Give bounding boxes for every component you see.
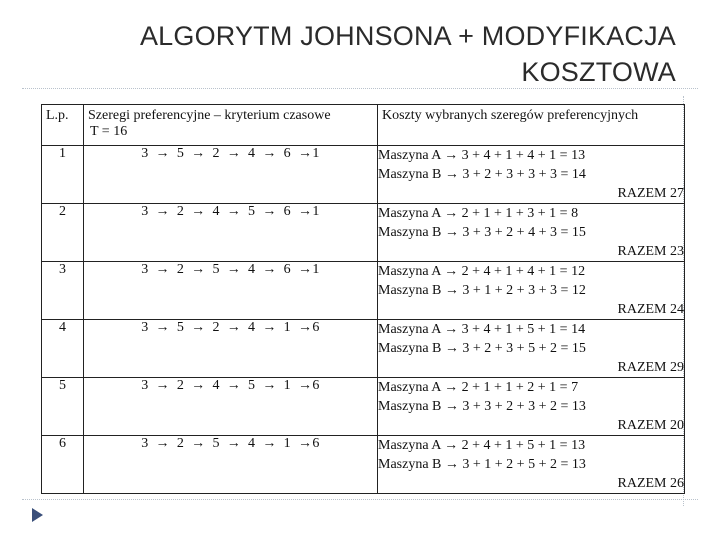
- total-cost: RAZEM 29: [617, 360, 684, 375]
- table-row: [42, 320, 685, 378]
- row-costs: [378, 378, 685, 436]
- table-row: [42, 262, 685, 320]
- header-sequences: [84, 105, 378, 146]
- row-costs: [378, 436, 685, 494]
- row-lp: 5: [42, 378, 84, 436]
- row-sequence: 3 → 5 → 2 → 4 → 6 →1: [84, 146, 378, 204]
- machine-b-cost: Maszyna B → 3 + 3 + 2 + 3 + 2 = 13: [378, 399, 586, 414]
- row-sequence: 3 → 5 → 2 → 4 → 1 →6: [84, 320, 378, 378]
- slide-title-line-1: ALGORYTM JOHNSONA + MODYFIKACJA: [139, 21, 676, 51]
- machine-a-cost: Maszyna A → 3 + 4 + 1 + 4 + 1 = 13: [378, 148, 586, 163]
- machine-b-cost: Maszyna B → 3 + 2 + 3 + 3 + 3 = 14: [378, 167, 586, 182]
- header-sequences-label: Szeregi preferencyjne – kryterium czasowe: [88, 108, 331, 123]
- machine-a-cost: Maszyna A → 2 + 1 + 1 + 2 + 1 = 7: [378, 380, 579, 395]
- total-cost: RAZEM 24: [617, 302, 684, 317]
- row-costs: [378, 146, 685, 204]
- row-sequence: 3 → 2 → 5 → 4 → 6 →1: [84, 262, 378, 320]
- header-sequences-sub: T = 16: [90, 124, 128, 139]
- table-row: [42, 146, 685, 204]
- row-lp: 6: [42, 436, 84, 494]
- table-row: [42, 204, 685, 262]
- table-header-row: [42, 105, 685, 146]
- header-costs: Koszty wybranych szeregów preferencyjnych: [378, 105, 685, 146]
- machine-a-cost: Maszyna A → 2 + 1 + 1 + 3 + 1 = 8: [378, 206, 579, 221]
- row-costs: [378, 262, 685, 320]
- table-row: [42, 378, 685, 436]
- triangle-right-icon[interactable]: [32, 508, 43, 522]
- row-costs: [378, 320, 685, 378]
- machine-b-cost: Maszyna B → 3 + 2 + 3 + 5 + 2 = 15: [378, 341, 586, 356]
- machine-a-cost: Maszyna A → 2 + 4 + 1 + 4 + 1 = 12: [378, 264, 586, 279]
- row-lp: 4: [42, 320, 84, 378]
- row-sequence: 3 → 2 → 5 → 4 → 1 →6: [84, 436, 378, 494]
- row-costs: [378, 204, 685, 262]
- table-row: [42, 436, 685, 494]
- machine-b-cost: Maszyna B → 3 + 1 + 2 + 5 + 2 = 13: [378, 457, 586, 472]
- row-lp: 2: [42, 204, 84, 262]
- slide-title-line-2: KOSZTOWA: [521, 57, 676, 87]
- header-lp: L.p.: [42, 105, 84, 146]
- row-sequence: 3 → 2 → 4 → 5 → 1 →6: [84, 378, 378, 436]
- row-sequence: 3 → 2 → 4 → 5 → 6 →1: [84, 204, 378, 262]
- machine-b-cost: Maszyna B → 3 + 1 + 2 + 3 + 3 = 12: [378, 283, 586, 298]
- machine-a-cost: Maszyna A → 2 + 4 + 1 + 5 + 1 = 13: [378, 438, 586, 453]
- slide-title: [56, 18, 676, 90]
- bottom-divider: [22, 499, 698, 500]
- machine-a-cost: Maszyna A → 3 + 4 + 1 + 5 + 1 = 14: [378, 322, 586, 337]
- total-cost: RAZEM 27: [617, 186, 684, 201]
- total-cost: RAZEM 20: [617, 418, 684, 433]
- top-divider: [22, 88, 698, 89]
- row-lp: 1: [42, 146, 84, 204]
- row-lp: 3: [42, 262, 84, 320]
- total-cost: RAZEM 26: [617, 476, 684, 491]
- total-cost: RAZEM 23: [617, 244, 684, 259]
- schedule-table: [41, 104, 685, 494]
- machine-b-cost: Maszyna B → 3 + 3 + 2 + 4 + 3 = 15: [378, 225, 586, 240]
